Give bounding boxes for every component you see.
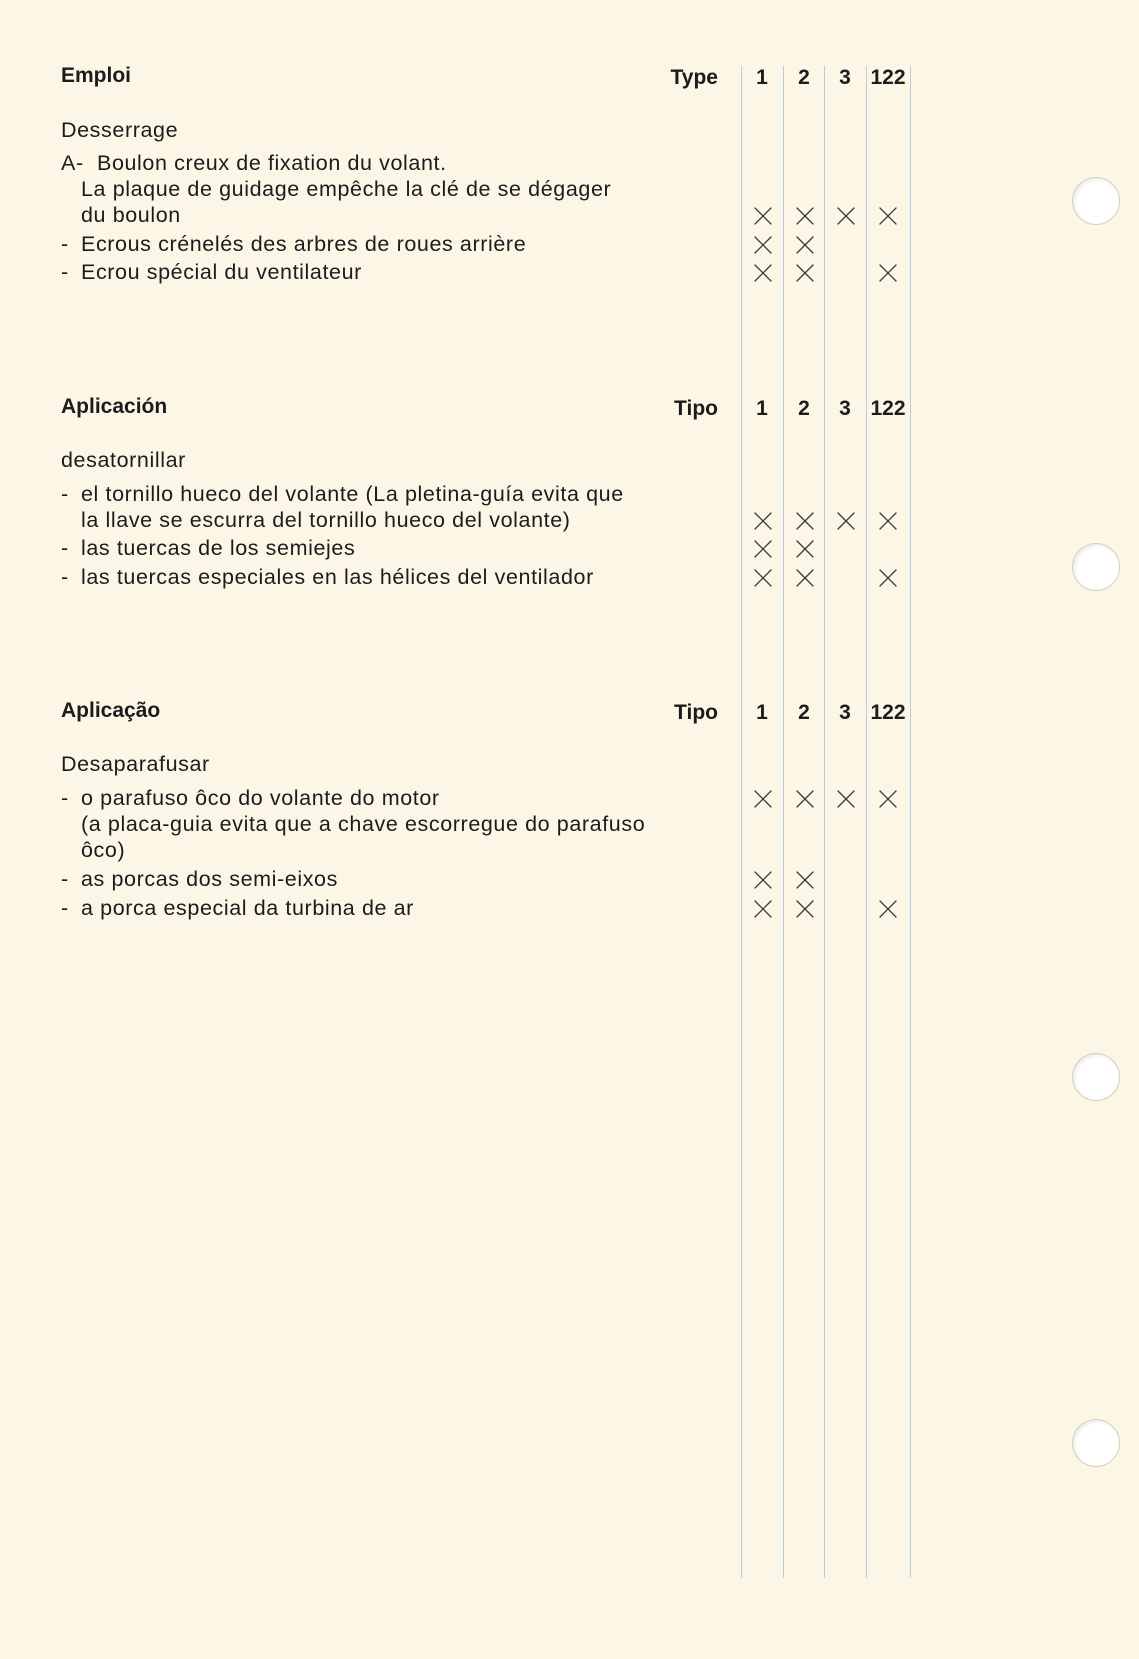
cross-mark: [794, 510, 816, 532]
list-item: [61, 231, 721, 257]
column-rule: [866, 66, 867, 1578]
punch-hole: [1072, 1053, 1120, 1101]
item-prefix: -: [61, 867, 69, 891]
column-header-3: 3: [839, 701, 851, 724]
column-header-1: 1: [756, 701, 768, 724]
item-line: (a placa-guia evita que a chave escorregue do parafuso: [81, 812, 646, 836]
list-item: [61, 895, 721, 921]
list-item: [61, 866, 721, 892]
item-prefix: -: [61, 232, 69, 256]
section-title: Aplicación: [61, 395, 168, 418]
item-line: Ecrous crénelés des arbres de roues arrière: [81, 232, 527, 256]
list-item: [61, 481, 721, 533]
item-prefix: -: [61, 482, 69, 506]
cross-mark: [877, 898, 899, 920]
punch-hole: [1072, 543, 1120, 591]
column-header-122: 122: [870, 66, 906, 89]
item-line: a porca especial da turbina de ar: [81, 896, 414, 920]
cross-mark: [794, 205, 816, 227]
item-line: du boulon: [81, 203, 181, 227]
item-line: o parafuso ôco do volante do motor: [81, 786, 440, 810]
item-prefix: -: [61, 565, 69, 589]
cross-mark: [752, 869, 774, 891]
item-line: las tuercas especiales en las hélices del ventilador: [81, 565, 594, 589]
item-line: Ecrou spécial du ventilateur: [81, 260, 362, 284]
cross-mark: [877, 510, 899, 532]
cross-mark: [835, 205, 857, 227]
item-line: as porcas dos semi-eixos: [81, 867, 338, 891]
item-prefix: -: [61, 536, 69, 560]
cross-mark: [752, 510, 774, 532]
column-rule: [741, 66, 742, 1578]
cross-mark: [794, 869, 816, 891]
type-label: Tipo: [674, 397, 718, 420]
column-header-2: 2: [798, 397, 810, 420]
column-header-3: 3: [839, 397, 851, 420]
cross-mark: [835, 788, 857, 810]
item-prefix: -: [61, 786, 69, 810]
section-title: Aplicação: [61, 699, 161, 722]
cross-mark: [752, 234, 774, 256]
column-header-122: 122: [870, 701, 906, 724]
punch-hole: [1072, 1419, 1120, 1467]
cross-mark: [794, 898, 816, 920]
cross-mark: [877, 567, 899, 589]
type-label: Tipo: [674, 701, 718, 724]
list-item: [61, 564, 721, 590]
item-line: Boulon creux de fixation du volant.: [97, 151, 447, 175]
column-rule: [824, 66, 825, 1578]
cross-mark: [752, 567, 774, 589]
cross-mark: [794, 262, 816, 284]
section-lead: Desserrage: [61, 118, 179, 142]
list-item: [61, 785, 721, 863]
cross-mark: [752, 898, 774, 920]
cross-mark: [794, 788, 816, 810]
item-line: el tornillo hueco del volante (La pletina-guía evita que: [81, 482, 624, 506]
list-item: [61, 150, 721, 228]
cross-mark: [752, 538, 774, 560]
cross-mark: [752, 205, 774, 227]
item-prefix: A-: [61, 151, 84, 175]
list-item: [61, 535, 721, 561]
column-header-1: 1: [756, 397, 768, 420]
column-rule: [910, 66, 911, 1578]
cross-mark: [877, 205, 899, 227]
column-header-2: 2: [798, 66, 810, 89]
item-prefix: -: [61, 896, 69, 920]
cross-mark: [794, 567, 816, 589]
item-line: las tuercas de los semiejes: [81, 536, 356, 560]
column-header-122: 122: [870, 397, 906, 420]
column-rule: [783, 66, 784, 1578]
list-item: [61, 259, 721, 285]
cross-mark: [835, 510, 857, 532]
item-line: la llave se escurra del tornillo hueco del volante): [81, 508, 571, 532]
item-line: ôco): [81, 838, 126, 862]
cross-mark: [752, 262, 774, 284]
type-label: Type: [670, 66, 718, 89]
cross-mark: [877, 262, 899, 284]
section-lead: desatornillar: [61, 448, 186, 472]
section-title: Emploi: [61, 64, 132, 87]
cross-mark: [794, 538, 816, 560]
column-header-2: 2: [798, 701, 810, 724]
item-prefix: -: [61, 260, 69, 284]
cross-mark: [794, 234, 816, 256]
column-header-3: 3: [839, 66, 851, 89]
column-header-1: 1: [756, 66, 768, 89]
cross-mark: [752, 788, 774, 810]
item-line: La plaque de guidage empêche la clé de se dégager: [81, 177, 612, 201]
cross-mark: [877, 788, 899, 810]
punch-hole: [1072, 177, 1120, 225]
section-lead: Desaparafusar: [61, 752, 210, 776]
